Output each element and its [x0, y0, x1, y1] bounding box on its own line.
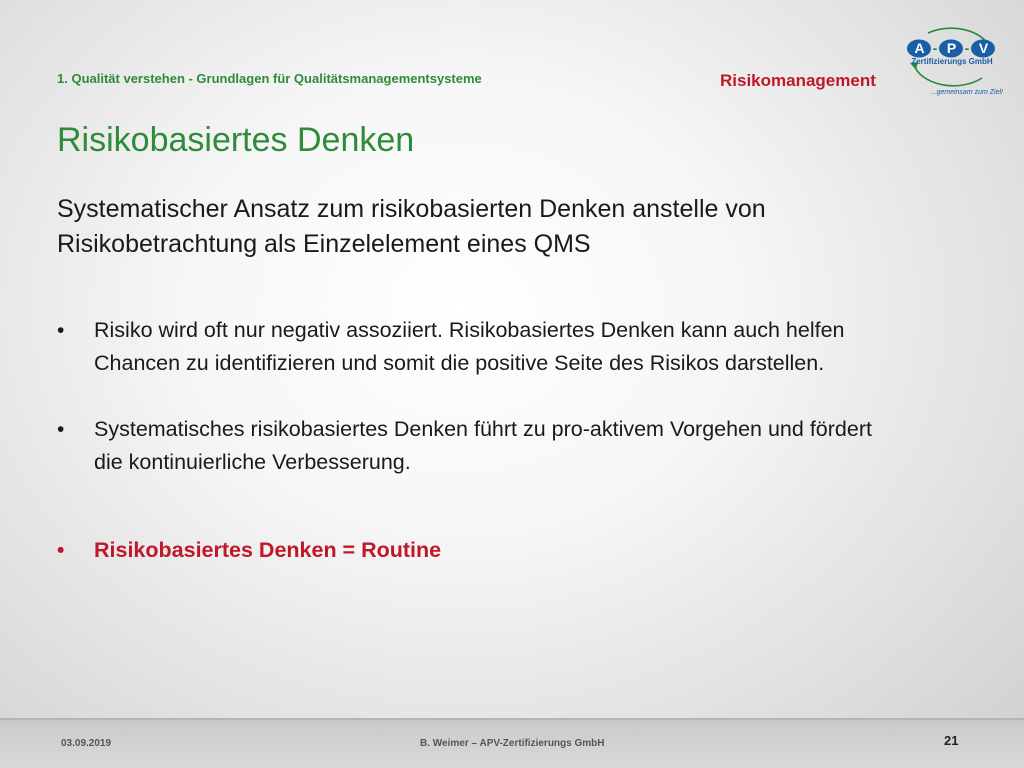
logo-letter-p: P	[946, 40, 957, 56]
page-number: 21	[944, 733, 959, 748]
logo-slogan: ...gemeinsam zum Ziel!	[930, 89, 1003, 96]
bullet-icon: •	[57, 539, 65, 562]
logo-letter-a: A	[914, 40, 925, 56]
bullet-text: Risikobasiertes Denken = Routine	[94, 538, 442, 562]
section-label: Risikomanagement	[720, 71, 876, 90]
bullet-item-highlight	[57, 534, 877, 567]
company-logo	[900, 18, 1004, 102]
breadcrumb: 1. Qualität verstehen - Grundlagen für Qualitätsmanagementsysteme	[57, 71, 482, 86]
footer-author: B. Weimer – APV-Zertifizierungs GmbH	[420, 738, 605, 749]
slide-subtitle: Systematischer Ansatz zum risikobasierten Denken anstelle von Risikobetrachtung als Einzelelement eines QMS	[57, 195, 766, 258]
footer-date: 03.09.2019	[61, 738, 112, 749]
slide-title: Risikobasiertes Denken	[57, 121, 415, 159]
bullet-item	[57, 413, 877, 479]
logo-dash: -	[964, 40, 970, 56]
bullet-list	[57, 314, 877, 567]
logo-company-name: Zertifizierungs GmbH	[911, 57, 993, 66]
bullet-icon: •	[57, 418, 65, 441]
logo-letter-v: V	[978, 40, 989, 56]
logo-dash: -	[932, 40, 938, 56]
bullet-text: Systematisches risikobasiertes Denken führt zu pro-aktivem Vorgehen und fördert die kontinuierliche Verbesserung.	[94, 417, 872, 474]
bullet-icon: •	[57, 319, 65, 342]
bullet-text: Risiko wird oft nur negativ assoziiert. Risikobasiertes Denken kann auch helfen Chancen zu identifizieren und somit die positive Seite des Risikos darstellen.	[94, 318, 845, 375]
bullet-item	[57, 314, 877, 380]
